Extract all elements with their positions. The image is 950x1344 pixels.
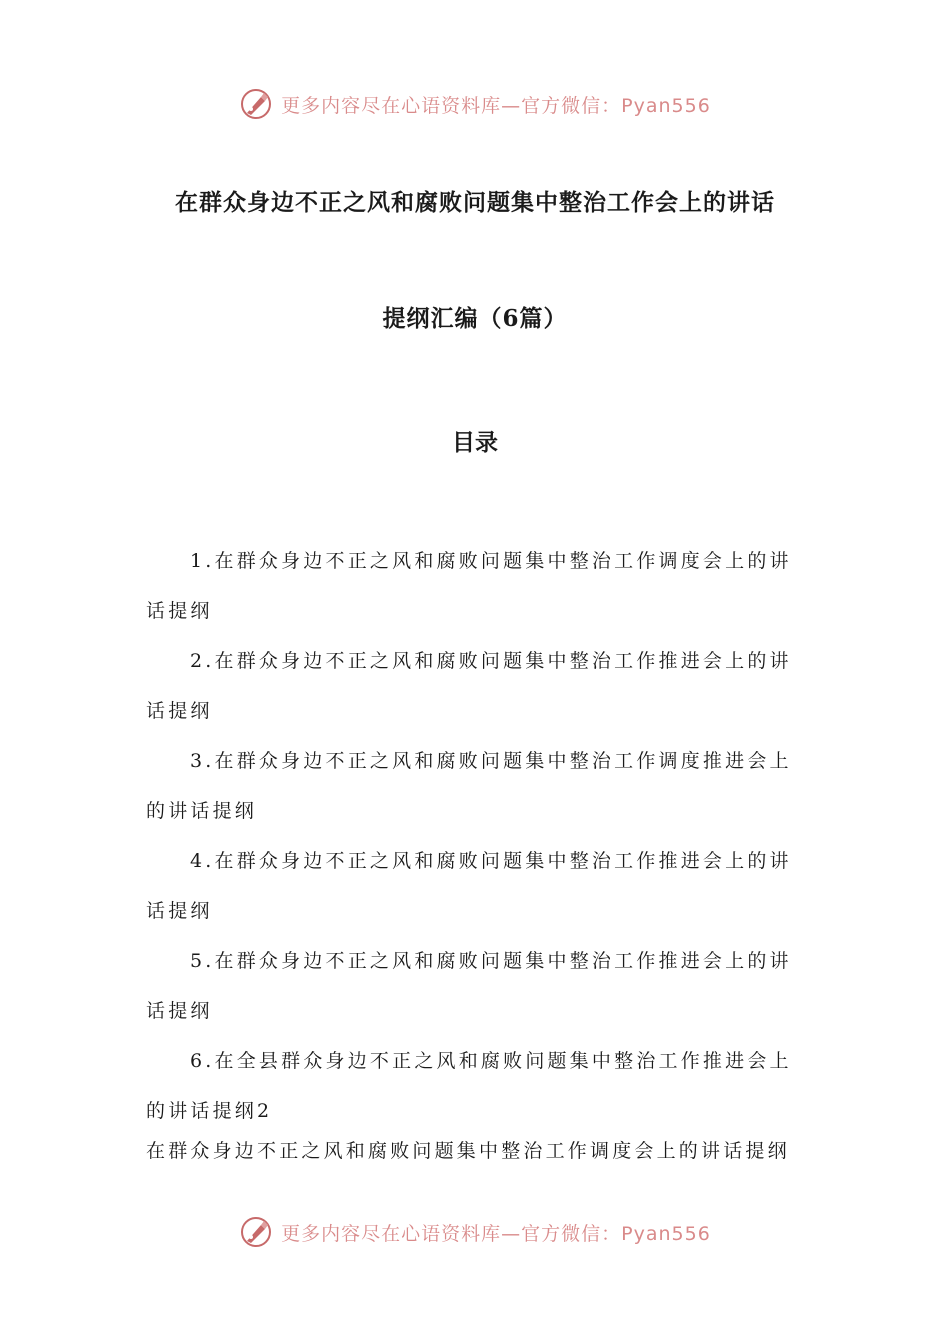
toc-item-1[interactable]: 1.在群众身边不正之风和腐败问题集中整治工作调度会上的讲话提纲 — [146, 550, 792, 622]
watermark-footer — [0, 1212, 950, 1252]
toc-item-4[interactable]: 4.在群众身边不正之风和腐败问题集中整治工作推进会上的讲话提纲 — [146, 850, 792, 922]
pen-nib-icon — [239, 87, 273, 121]
toc-heading: 目录 — [452, 429, 498, 456]
toc-item-5[interactable]: 5.在群众身边不正之风和腐败问题集中整治工作推进会上的讲话提纲 — [146, 950, 792, 1022]
watermark-text: 更多内容尽在心语资料库—官方微信：Pyan556 — [281, 94, 711, 117]
toc-item-6[interactable]: 6.在全县群众身边不正之风和腐败问题集中整治工作推进会上的讲话提纲2 — [146, 1050, 792, 1122]
toc-item-3[interactable]: 3.在群众身边不正之风和腐败问题集中整治工作调度推进会上的讲话提纲 — [146, 750, 792, 822]
watermark-header — [0, 84, 950, 124]
document-title-line1: 在群众身边不正之风和腐败问题集中整治工作会上的讲话 — [175, 189, 775, 216]
watermark-text: 更多内容尽在心语资料库—官方微信：Pyan556 — [281, 1222, 711, 1245]
table-of-contents — [146, 536, 806, 1136]
document-title-line2: 提纲汇编（6篇） — [382, 305, 568, 332]
section-title: 在群众身边不正之风和腐败问题集中整治工作调度会上的讲话提纲 — [146, 1140, 790, 1162]
pen-nib-icon — [239, 1215, 273, 1249]
toc-item-2[interactable]: 2.在群众身边不正之风和腐败问题集中整治工作推进会上的讲话提纲 — [146, 650, 792, 722]
